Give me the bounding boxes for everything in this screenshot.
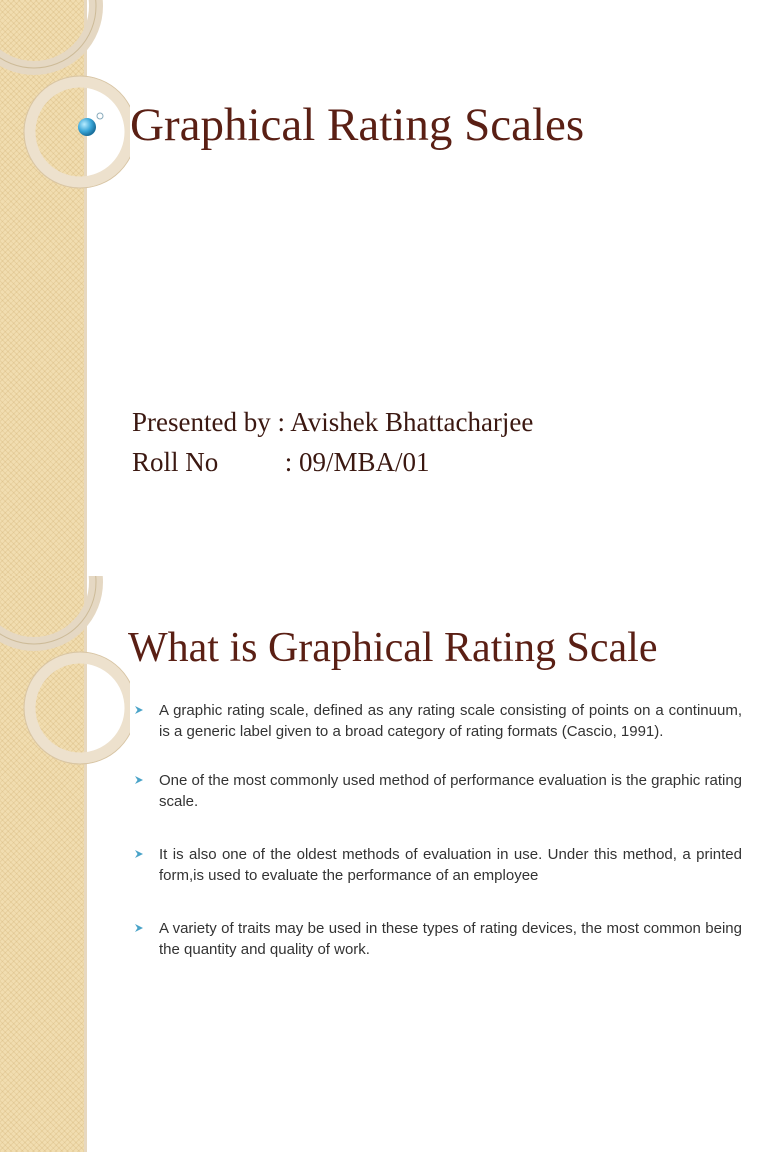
slide-title: What is Graphical Rating Scale [128, 625, 658, 671]
arrow-bullet-icon [134, 775, 144, 785]
blue-dot-icon [74, 108, 110, 144]
arrow-bullet-icon [134, 705, 144, 715]
arrow-bullet-icon [134, 849, 144, 859]
roll-value: : 09/MBA/01 [284, 447, 430, 477]
bullet-item [134, 918, 742, 960]
presenter-name: Avishek Bhattacharjee [290, 407, 534, 437]
bullet-text: One of the most commonly used method of performance evaluation is the graphic rating scale. [159, 772, 742, 810]
roll-row [132, 442, 533, 482]
bullet-item [134, 770, 742, 812]
bullet-item [134, 844, 742, 886]
bullet-text: A graphic rating scale, defined as any rating scale consisting of points on a continuum, is a generic label given to a broad category of rating formats (Cascio, 1991). [159, 702, 742, 740]
presenter-row [132, 402, 533, 442]
presenter-info [132, 402, 533, 482]
bullet-text: It is also one of the oldest methods of evaluation in use. Under this method, a printed form,is used to evaluate the performance of an employee [159, 846, 742, 884]
bullet-list [134, 700, 742, 960]
slide-2 [0, 576, 768, 1152]
circle-decoration-icon [0, 576, 130, 776]
roll-label: Roll No [132, 447, 219, 477]
bullet-item [134, 700, 742, 742]
slide-title: Graphical Rating Scales [130, 99, 585, 151]
circle-decoration-icon [0, 0, 130, 200]
presenter-label: Presented by : [132, 407, 285, 437]
arrow-bullet-icon [134, 923, 144, 933]
bullet-text: A variety of traits may be used in these types of rating devices, the most common being the quantity and quality of work. [159, 920, 742, 958]
